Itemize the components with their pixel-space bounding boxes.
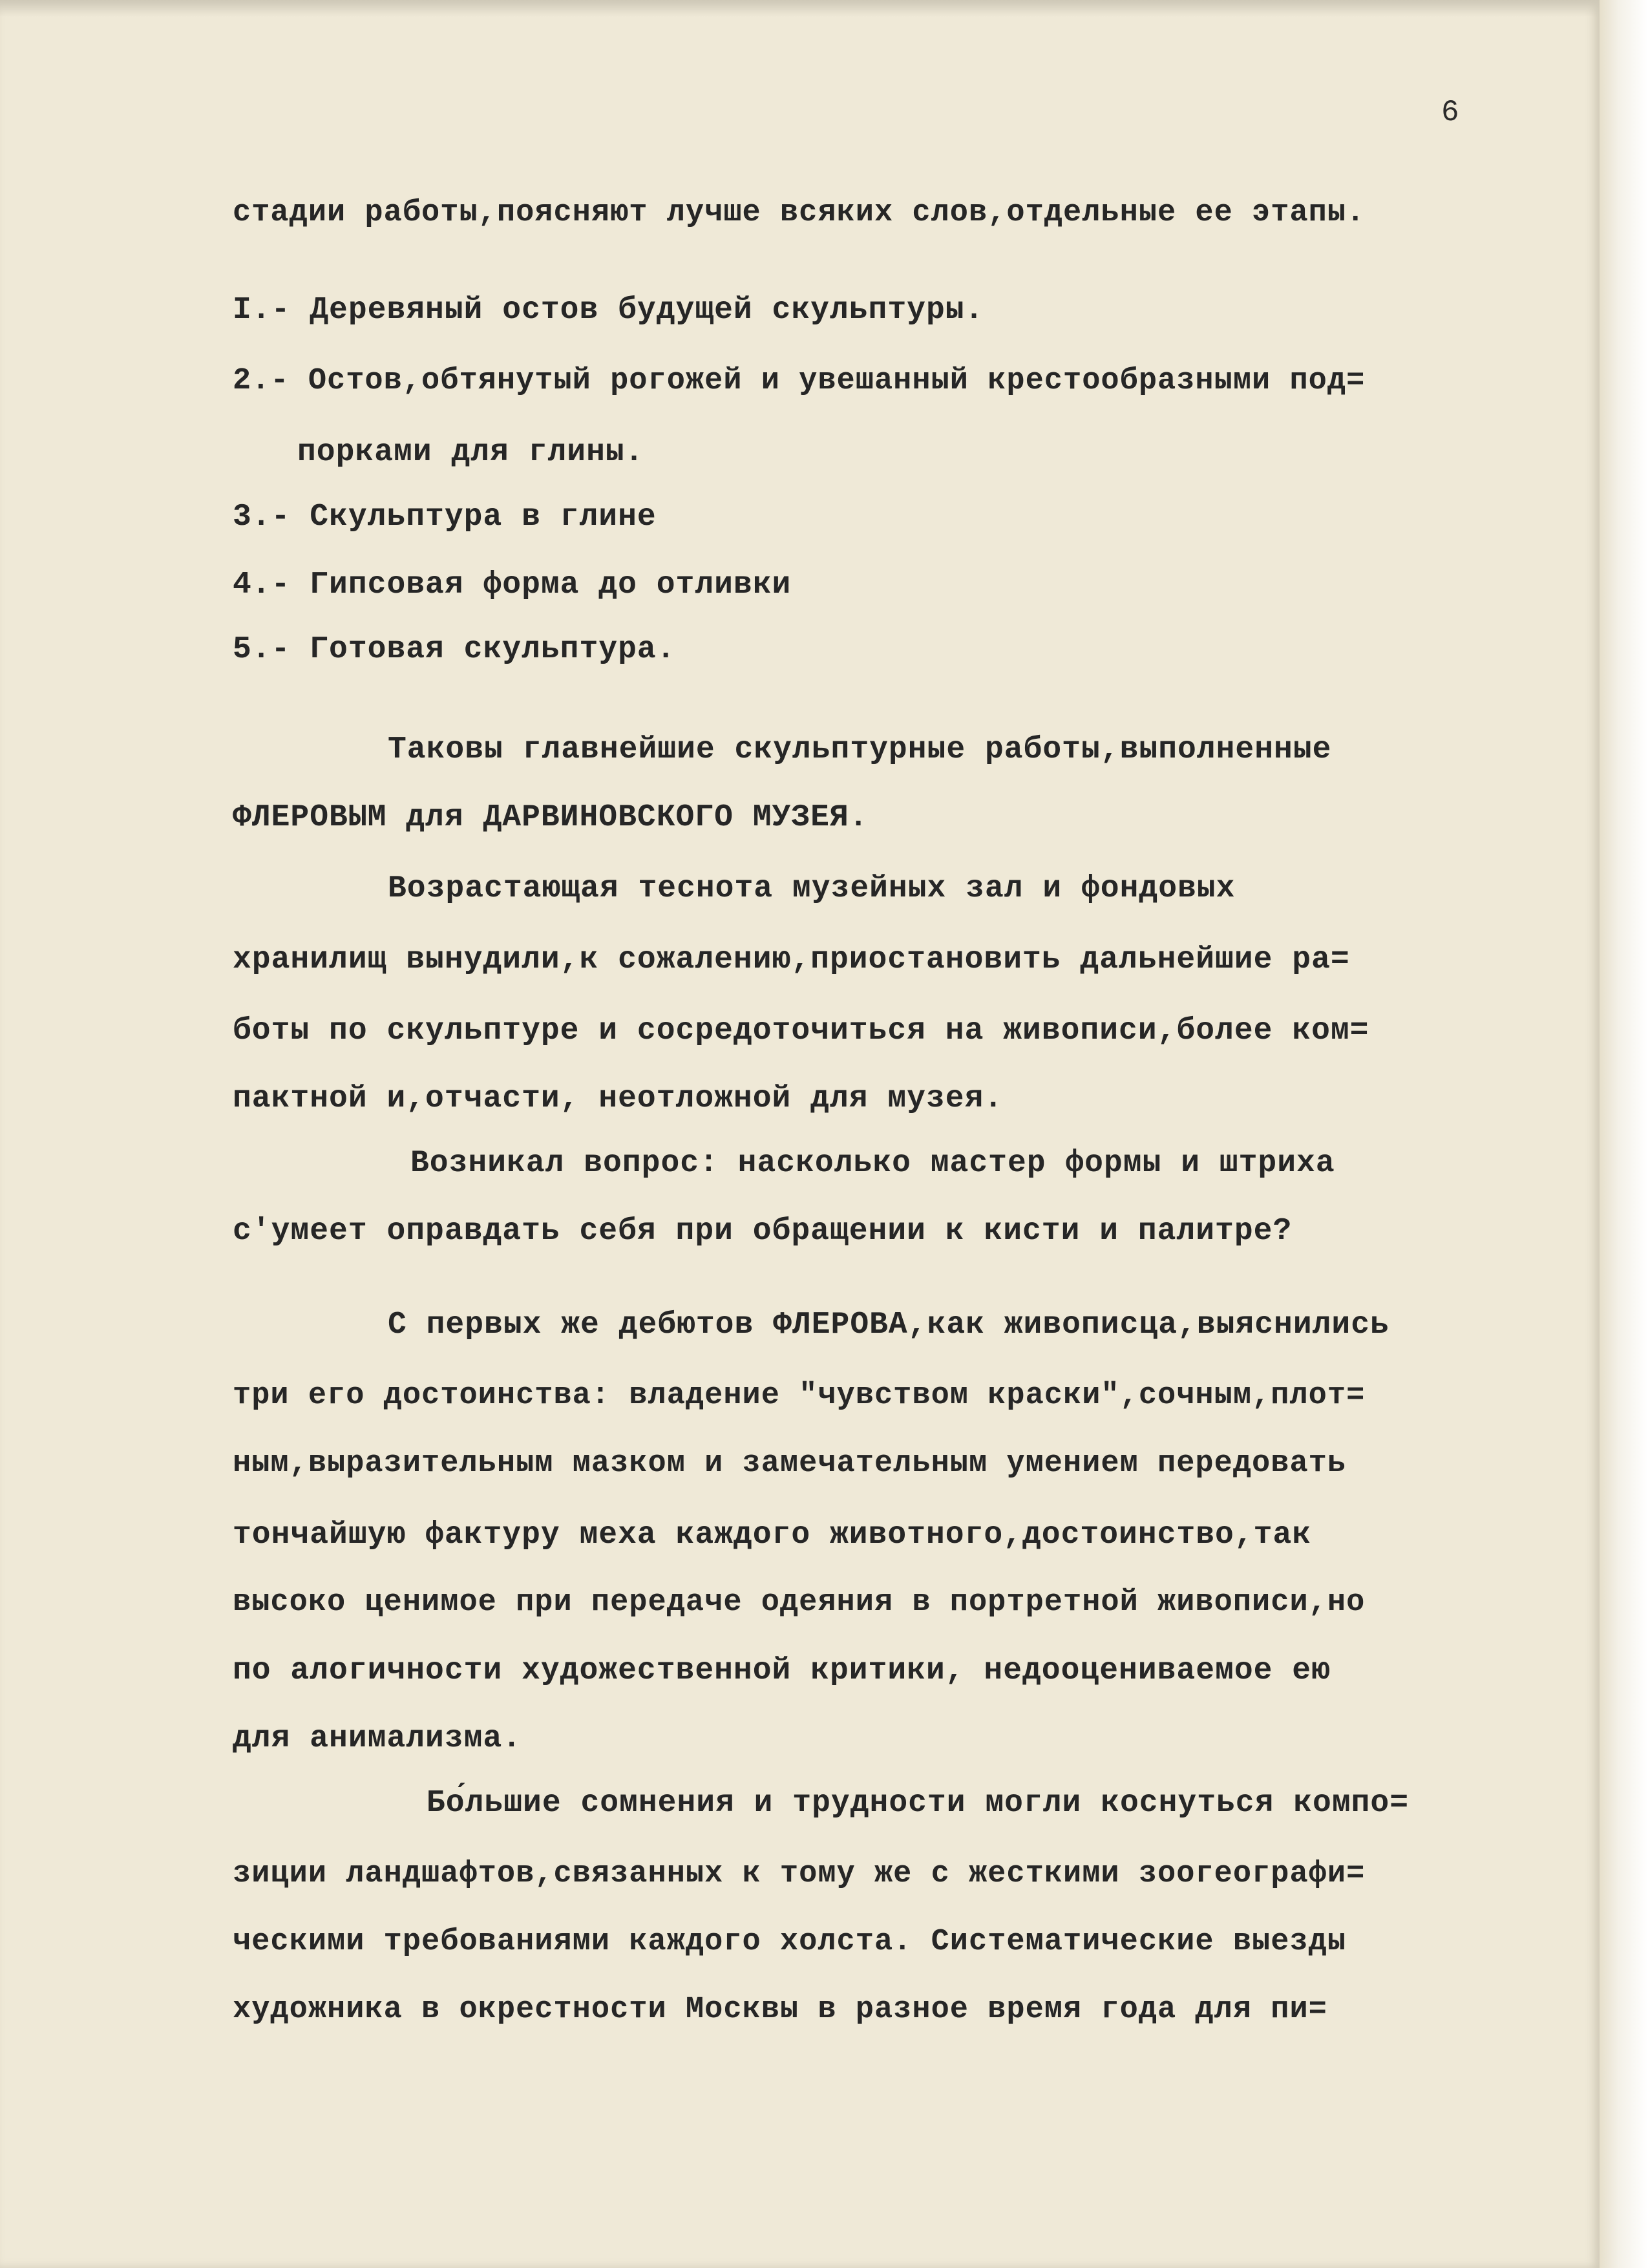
text-line: С первых же дебютов ФЛЕРОВА,как живописца,выяснились [388, 1308, 1389, 1342]
text-line: Возрастающая теснота музейных зал и фондовых [388, 871, 1236, 906]
text-line: по алогичности художественной критики, недооцениваемое ею [233, 1653, 1331, 1688]
text-line: три его достоинства: владение "чувством краски",сочным,плот= [233, 1379, 1366, 1413]
text-line: художника в окрестности Москвы в разное время года для пи= [233, 1993, 1327, 2027]
text-line: ФЛЕРОВЫМ для ДАРВИНОВСКОГО МУЗЕЯ. [233, 800, 869, 835]
text-line: 3.- Скульптура в глине [233, 500, 657, 535]
text-line: с'умеет оправдать себя при обращении к кисти и палитре? [233, 1214, 1293, 1249]
text-line: хранилищ вынудили,к сожалению,приостановить дальнейшие ра= [233, 942, 1350, 977]
text-line: тончайшую фактуру меха каждого животного,достоинство,так [233, 1518, 1312, 1553]
text-line: зиции ландшафтов,связанных к тому же с жесткими зоогеографи= [233, 1857, 1366, 1891]
text-line: 5.- Готовая скульптура. [233, 632, 676, 667]
text-line: для анимализма. [233, 1721, 522, 1756]
text-line: боты по скульптуре и сосредоточиться на живописи,более ком= [233, 1013, 1369, 1048]
page-number: 6 [1441, 96, 1459, 129]
scan-edge-top [0, 0, 1648, 17]
text-line: стадии работы,поясняют лучше всяких слов,отдельные ее этапы. [233, 196, 1366, 230]
text-line: порками для глины. [297, 435, 644, 470]
text-line: Бо́льшие сомнения и трудности могли коснуться компо= [427, 1786, 1410, 1821]
text-line: I.- Деревяный остов будущей скульптуры. [233, 293, 984, 328]
text-line: 2.- Остов,обтянутый рогожей и увешанный крестообразными под= [233, 364, 1366, 398]
text-line: ным,выразительным мазком и замечательным умением передовать [233, 1447, 1347, 1481]
text-line: 4.- Гипсовая форма до отливки [233, 567, 792, 602]
text-line: Возникал вопрос: насколько мастер формы и штриха [410, 1146, 1335, 1181]
scan-edge-right [1600, 0, 1648, 2268]
text-line: пактной и,отчасти, неотложной для музея. [233, 1081, 1004, 1116]
text-line: Таковы главнейшие скульптурные работы,выполненные [388, 732, 1332, 767]
text-line: ческими требованиями каждого холста. Систематические выезды [233, 1925, 1347, 1959]
text-line: высоко ценимое при передаче одеяния в портретной живописи,но [233, 1585, 1366, 1620]
